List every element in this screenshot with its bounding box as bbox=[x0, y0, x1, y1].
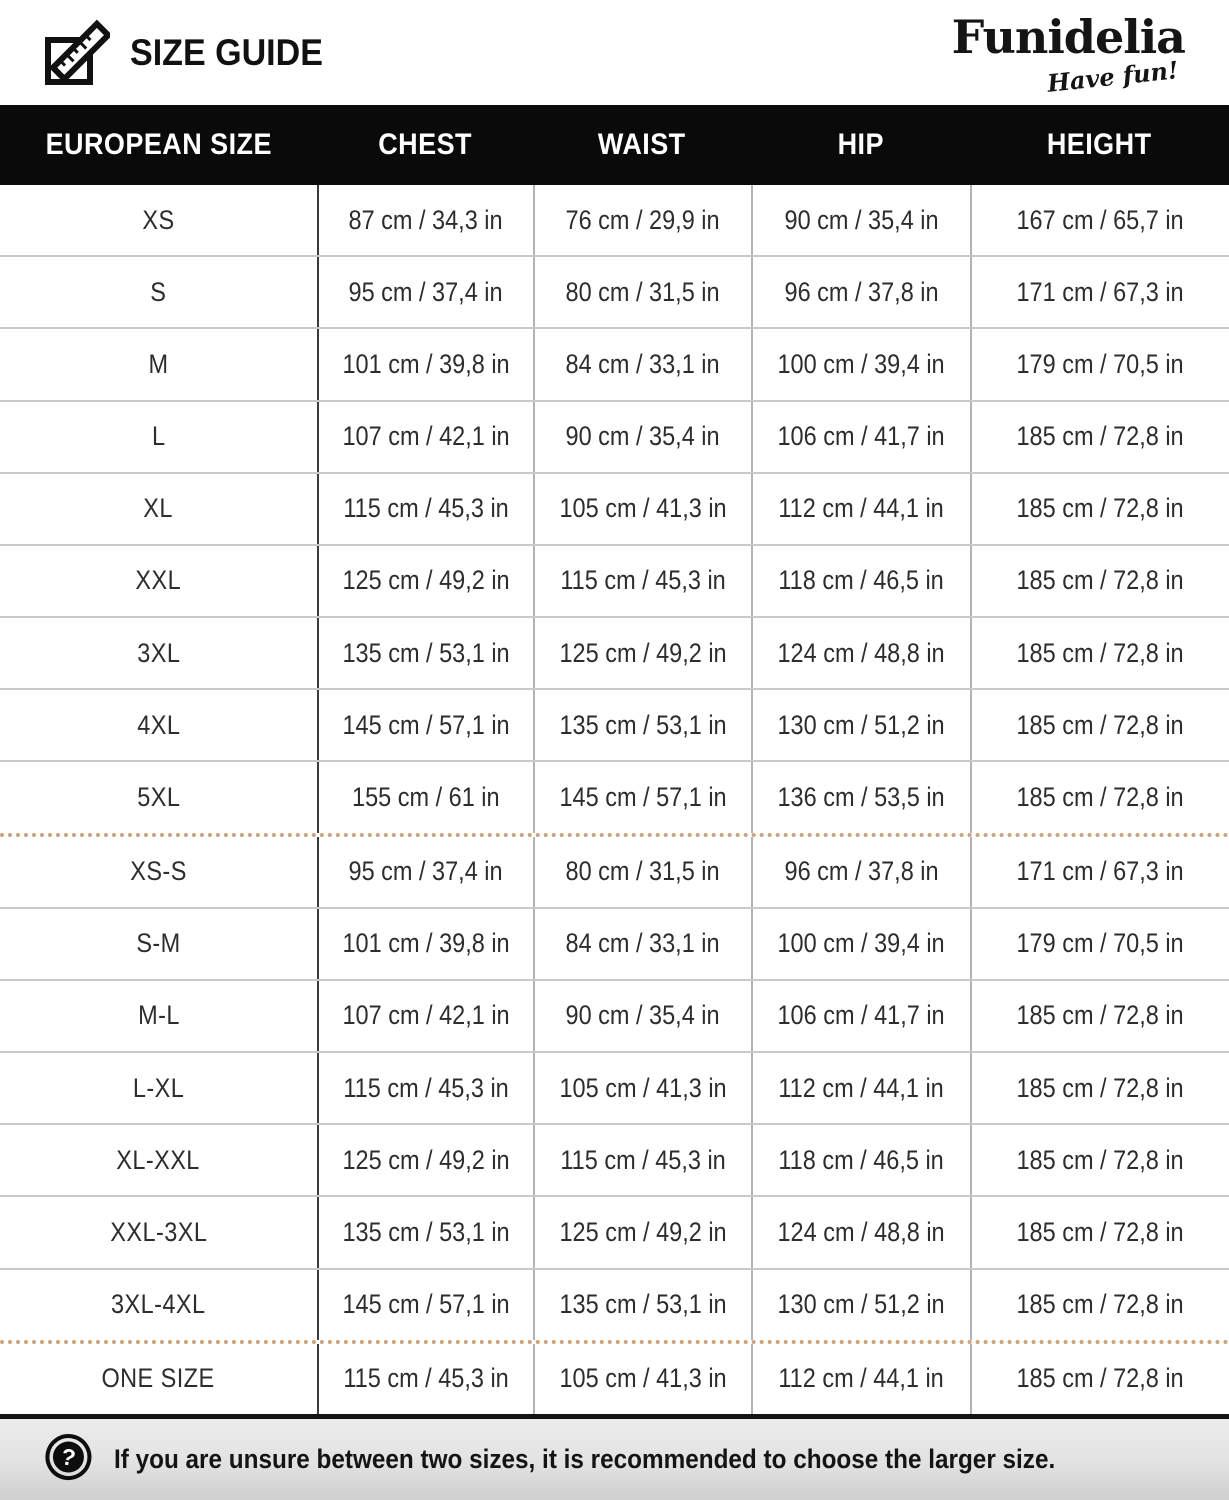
height-cell: 185 cm / 72,8 in bbox=[970, 981, 1229, 1051]
table-row bbox=[0, 833, 1229, 907]
waist-cell: 145 cm / 57,1 in bbox=[533, 762, 751, 832]
table-row bbox=[0, 760, 1229, 832]
chest-cell: 95 cm / 37,4 in bbox=[317, 837, 533, 907]
size-label-cell: S-M bbox=[136, 928, 181, 959]
waist-cell: 84 cm / 33,1 in bbox=[533, 329, 751, 399]
table-row bbox=[0, 688, 1229, 760]
table-row bbox=[0, 1195, 1229, 1267]
hip-cell: 100 cm / 39,4 in bbox=[751, 329, 970, 399]
size-label-cell: XXL-3XL bbox=[109, 1216, 208, 1247]
waist-cell: 125 cm / 49,2 in bbox=[533, 618, 751, 688]
size-label-cell: 5XL bbox=[136, 781, 181, 812]
waist-cell: 115 cm / 45,3 in bbox=[533, 1125, 751, 1195]
chest-cell: 87 cm / 34,3 in bbox=[317, 185, 533, 255]
height-cell: 185 cm / 72,8 in bbox=[970, 690, 1229, 760]
brand-tagline: Have fun! bbox=[1046, 55, 1181, 98]
chest-cell: 125 cm / 49,2 in bbox=[317, 1125, 533, 1195]
hip-cell: 90 cm / 35,4 in bbox=[751, 185, 970, 255]
waist-cell: 125 cm / 49,2 in bbox=[533, 1197, 751, 1267]
waist-cell: 90 cm / 35,4 in bbox=[533, 981, 751, 1051]
ruler-square-icon bbox=[40, 14, 110, 91]
table-row bbox=[0, 472, 1229, 544]
size-label-cell: XL bbox=[143, 493, 174, 524]
question-mark-circle-icon bbox=[40, 1429, 96, 1490]
hip-cell: 112 cm / 44,1 in bbox=[751, 1344, 970, 1414]
table-row bbox=[0, 1051, 1229, 1123]
hip-cell: 106 cm / 41,7 in bbox=[751, 981, 970, 1051]
height-cell: 167 cm / 65,7 in bbox=[970, 185, 1229, 255]
size-label-cell: ONE SIZE bbox=[101, 1363, 216, 1394]
table-row bbox=[0, 327, 1229, 399]
column-header-height: HEIGHT bbox=[1047, 128, 1152, 161]
height-cell: 179 cm / 70,5 in bbox=[970, 329, 1229, 399]
height-cell: 171 cm / 67,3 in bbox=[970, 257, 1229, 327]
height-cell: 185 cm / 72,8 in bbox=[970, 546, 1229, 616]
height-cell: 179 cm / 70,5 in bbox=[970, 909, 1229, 979]
brand-logo bbox=[951, 10, 1189, 98]
waist-cell: 105 cm / 41,3 in bbox=[533, 1344, 751, 1414]
chest-cell: 115 cm / 45,3 in bbox=[317, 1053, 533, 1123]
size-label-cell: XS-S bbox=[130, 856, 187, 887]
height-cell: 185 cm / 72,8 in bbox=[970, 402, 1229, 472]
chest-cell: 135 cm / 53,1 in bbox=[317, 618, 533, 688]
chest-cell: 95 cm / 37,4 in bbox=[317, 257, 533, 327]
hip-cell: 112 cm / 44,1 in bbox=[751, 474, 970, 544]
waist-cell: 80 cm / 31,5 in bbox=[533, 837, 751, 907]
table-row bbox=[0, 400, 1229, 472]
waist-cell: 84 cm / 33,1 in bbox=[533, 909, 751, 979]
size-label-cell: XL-XXL bbox=[116, 1144, 201, 1175]
table-row bbox=[0, 907, 1229, 979]
table-row bbox=[0, 1340, 1229, 1414]
chest-cell: 115 cm / 45,3 in bbox=[317, 1344, 533, 1414]
svg-text:?: ? bbox=[59, 1443, 78, 1472]
height-cell: 185 cm / 72,8 in bbox=[970, 1053, 1229, 1123]
waist-cell: 115 cm / 45,3 in bbox=[533, 546, 751, 616]
table-row bbox=[0, 1268, 1229, 1340]
brand-wordmark: Funidelia bbox=[951, 10, 1185, 64]
chest-cell: 115 cm / 45,3 in bbox=[317, 474, 533, 544]
waist-cell: 105 cm / 41,3 in bbox=[533, 474, 751, 544]
height-cell: 185 cm / 72,8 in bbox=[970, 1197, 1229, 1267]
column-header-european-size: EUROPEAN SIZE bbox=[45, 128, 272, 161]
chest-cell: 145 cm / 57,1 in bbox=[317, 1270, 533, 1340]
chest-cell: 145 cm / 57,1 in bbox=[317, 690, 533, 760]
size-label-cell: L-XL bbox=[132, 1072, 185, 1103]
size-guide-header bbox=[40, 14, 340, 91]
hip-cell: 124 cm / 48,8 in bbox=[751, 1197, 970, 1267]
waist-cell: 80 cm / 31,5 in bbox=[533, 257, 751, 327]
hip-cell: 96 cm / 37,8 in bbox=[751, 257, 970, 327]
height-cell: 185 cm / 72,8 in bbox=[970, 1125, 1229, 1195]
hip-cell: 130 cm / 51,2 in bbox=[751, 1270, 970, 1340]
chest-cell: 101 cm / 39,8 in bbox=[317, 329, 533, 399]
waist-cell: 105 cm / 41,3 in bbox=[533, 1053, 751, 1123]
footer-note-text: If you are unsure between two sizes, it is recommended to choose the larger size. bbox=[114, 1444, 1056, 1474]
table-header-row bbox=[0, 105, 1229, 185]
size-table-body bbox=[0, 185, 1229, 1414]
height-cell: 185 cm / 72,8 in bbox=[970, 618, 1229, 688]
height-cell: 185 cm / 72,8 in bbox=[970, 1344, 1229, 1414]
hip-cell: 136 cm / 53,5 in bbox=[751, 762, 970, 832]
page-title: SIZE GUIDE bbox=[130, 31, 323, 73]
hip-cell: 118 cm / 46,5 in bbox=[751, 1125, 970, 1195]
height-cell: 185 cm / 72,8 in bbox=[970, 474, 1229, 544]
size-label-cell: M-L bbox=[137, 1000, 180, 1031]
footer-note-bar bbox=[0, 1414, 1229, 1500]
table-row bbox=[0, 616, 1229, 688]
waist-cell: 135 cm / 53,1 in bbox=[533, 1270, 751, 1340]
column-header-hip: HIP bbox=[837, 128, 884, 161]
hip-cell: 106 cm / 41,7 in bbox=[751, 402, 970, 472]
chest-cell: 155 cm / 61 in bbox=[317, 762, 533, 832]
size-label-cell: 3XL-4XL bbox=[111, 1289, 206, 1320]
waist-cell: 76 cm / 29,9 in bbox=[533, 185, 751, 255]
height-cell: 185 cm / 72,8 in bbox=[970, 762, 1229, 832]
column-header-waist: WAIST bbox=[598, 128, 686, 161]
chest-cell: 107 cm / 42,1 in bbox=[317, 402, 533, 472]
hip-cell: 118 cm / 46,5 in bbox=[751, 546, 970, 616]
height-cell: 171 cm / 67,3 in bbox=[970, 837, 1229, 907]
column-header-chest: CHEST bbox=[378, 128, 472, 161]
hip-cell: 96 cm / 37,8 in bbox=[751, 837, 970, 907]
size-label-cell: L bbox=[151, 421, 166, 452]
size-label-cell: XXL bbox=[135, 565, 182, 596]
height-cell: 185 cm / 72,8 in bbox=[970, 1270, 1229, 1340]
table-row bbox=[0, 544, 1229, 616]
table-row bbox=[0, 255, 1229, 327]
size-label-cell: 4XL bbox=[136, 709, 181, 740]
waist-cell: 90 cm / 35,4 in bbox=[533, 402, 751, 472]
chest-cell: 101 cm / 39,8 in bbox=[317, 909, 533, 979]
waist-cell: 135 cm / 53,1 in bbox=[533, 690, 751, 760]
chest-cell: 107 cm / 42,1 in bbox=[317, 981, 533, 1051]
hip-cell: 124 cm / 48,8 in bbox=[751, 618, 970, 688]
hip-cell: 100 cm / 39,4 in bbox=[751, 909, 970, 979]
hip-cell: 130 cm / 51,2 in bbox=[751, 690, 970, 760]
hip-cell: 112 cm / 44,1 in bbox=[751, 1053, 970, 1123]
size-label-cell: M bbox=[148, 348, 169, 379]
table-row bbox=[0, 979, 1229, 1051]
table-row bbox=[0, 185, 1229, 255]
table-row bbox=[0, 1123, 1229, 1195]
page-header bbox=[0, 0, 1229, 105]
chest-cell: 135 cm / 53,1 in bbox=[317, 1197, 533, 1267]
size-label-cell: S bbox=[150, 276, 167, 307]
size-label-cell: XS bbox=[142, 204, 175, 235]
size-label-cell: 3XL bbox=[136, 637, 181, 668]
chest-cell: 125 cm / 49,2 in bbox=[317, 546, 533, 616]
